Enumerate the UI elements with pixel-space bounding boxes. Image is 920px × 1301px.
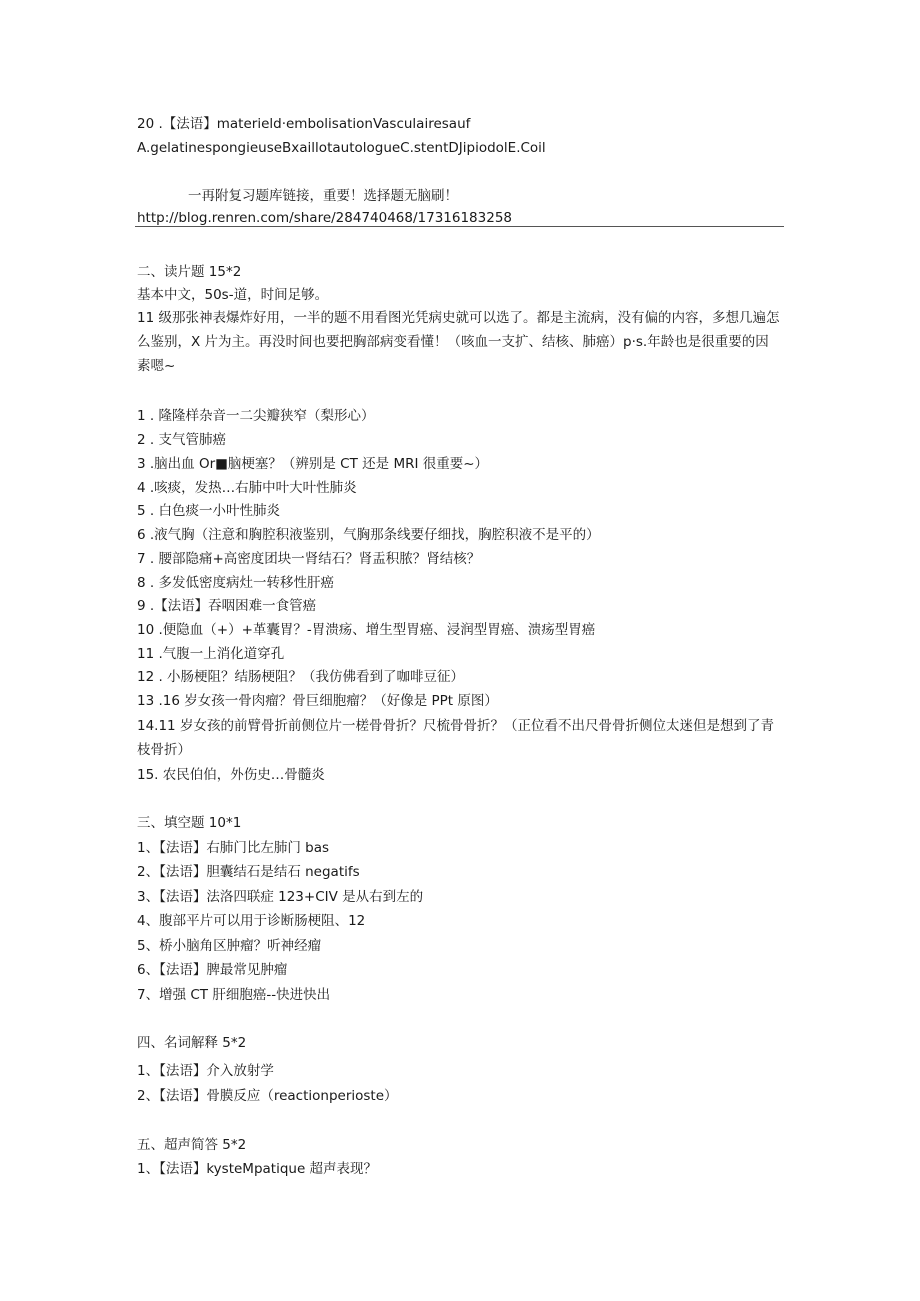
fill-blank-item: 5、桥小脑角区肿瘤？听神经瘤 [137, 938, 322, 954]
reading-item: 1 . 隆隆样杂音一二尖瓣狭窄（梨形心） [137, 408, 375, 424]
reading-item: 11 .气腹一上消化道穿孔 [137, 646, 285, 662]
reading-item: 12 . 小肠梗阻？结肠梗阻？（我仿佛看到了咖啡豆征） [137, 669, 465, 685]
question-20-line: 20 .【法语】materield·embolisationVasculairesauf [137, 116, 471, 132]
review-note: 一再附复习题库链接，重要！选择题无脑刷！ [188, 188, 458, 204]
reading-item: 2 . 支气管肺癌 [137, 432, 226, 448]
ultrasound-item: 1、【法语】kysteMpatique 超声表现？ [137, 1161, 378, 1177]
horizontal-divider [135, 226, 784, 227]
fill-blank-item: 2、【法语】胆囊结石是结石 negatifs [137, 864, 360, 880]
reading-item-14: 14.11 岁女孩的前臂骨折前侧位片一槎骨骨折？尺梳骨骨折？（正位看不出尺骨骨折侧位太迷但是想到了青枝骨折） [137, 718, 774, 758]
fill-blank-item: 3、【法语】法洛四联症 123+CIV 是从右到左的 [137, 889, 424, 905]
section-intro-2: 11 级那张神表爆炸好用，一半的题不用看图光凭病史就可以选了。都是主流病，没有偏的内容，多想几遍怎么鉴别，X 片为主。再没时间也要把胸部病变看懂！（咳血一支扩、结核、肺癌）p·s.年龄也是很重要的因素嗯~ [137, 310, 780, 374]
reading-item: 7 . 腰部隐痛+高密度团块一肾结石？肾盂积脓？肾结核？ [137, 551, 481, 567]
reading-item: 9 .【法语】吞咽困难一食管癌 [137, 598, 317, 614]
section-heading-definitions: 四、名词解释 5*2 [137, 1035, 247, 1051]
reading-item-15: 15. 农民伯伯，外伤史…骨髓炎 [137, 767, 325, 783]
reading-item: 3 .脑出血 Or■脑梗塞？（辨别是 CT 还是 MRI 很重要~） [137, 456, 489, 472]
reading-item: 5 . 白色痰一小叶性肺炎 [137, 503, 280, 519]
fill-blank-item: 6、【法语】脾最常见肿瘤 [137, 962, 288, 978]
definition-item: 1、【法语】介入放射学 [137, 1063, 274, 1079]
fill-blank-item: 1、【法语】右肺门比左肺门 bas [137, 840, 330, 856]
review-link[interactable]: http://blog.renren.com/share/284740468/17316183258 [137, 210, 513, 226]
reading-item: 8 . 多发低密度病灶一转移性肝癌 [137, 575, 334, 591]
question-20-options: A.gelatinespongieuseBxaillotautologueC.stentDJipiodolE.Coil [137, 140, 546, 156]
reading-item: 13 .16 岁女孩一骨肉瘤？骨巨细胞瘤？（好像是 PPt 原图） [137, 693, 498, 709]
reading-item: 4 .咳痰，发热…右肺中叶大叶性肺炎 [137, 480, 357, 496]
section-heading-ultrasound: 五、超声简答 5*2 [137, 1137, 247, 1153]
reading-item: 10 .便隐血（+）+革囊胃？-胃溃疡、增生型胃癌、浸润型胃癌、溃疡型胃癌 [137, 622, 596, 638]
section-heading-fill-blank: 三、填空题 10*1 [137, 815, 242, 831]
reading-item: 6 .液气胸（注意和胸腔积液鉴别，气胸那条线要仔细找，胸腔积液不是平的） [137, 527, 600, 543]
fill-blank-item: 7、增强 CT 肝细胞癌--快进快出 [137, 987, 331, 1003]
fill-blank-item: 4、腹部平片可以用于诊断肠梗阻、12 [137, 913, 366, 929]
section-intro-1: 基本中文，50s-道，时间足够。 [137, 287, 329, 303]
definition-item: 2、【法语】骨膜反应（reactionperioste） [137, 1088, 398, 1104]
section-heading-reading: 二、读片题 15*2 [137, 264, 242, 280]
